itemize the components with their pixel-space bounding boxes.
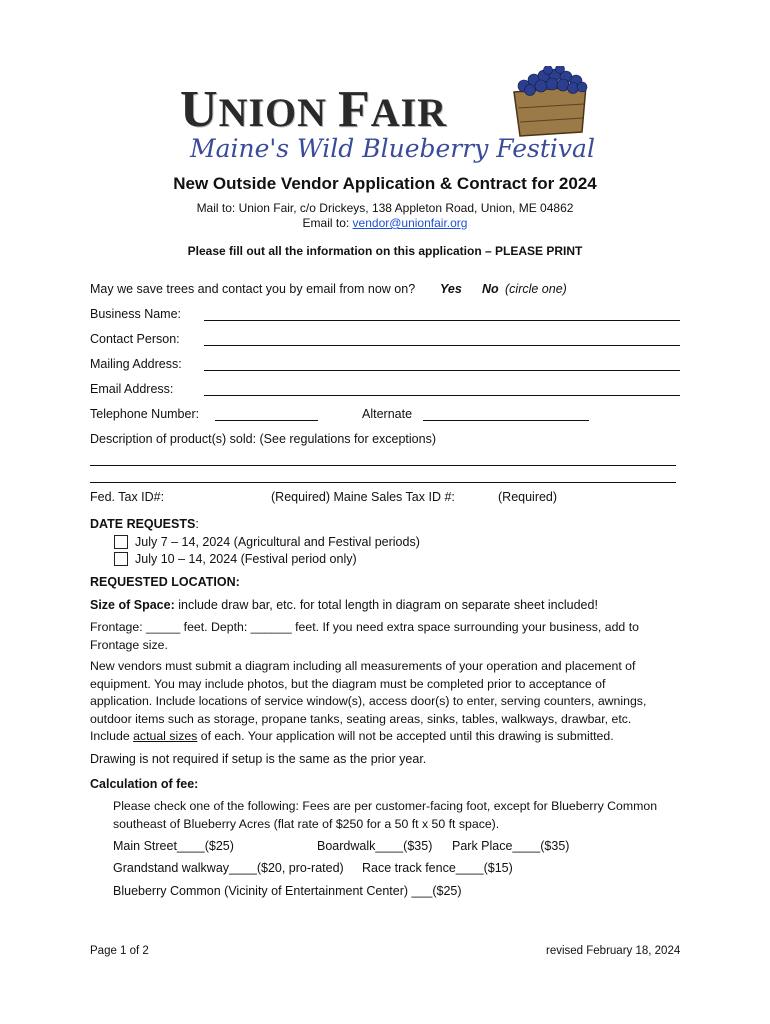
logo-tagline: Maine's Wild Blueberry Festival [190, 134, 595, 163]
requested-location-heading: REQUESTED LOCATION: [90, 575, 240, 589]
mail-to-address: Mail to: Union Fair, c/o Drickeys, 138 Appleton Road, Union, ME 04862 [196, 201, 574, 215]
date-option-2-label: July 10 – 14, 2024 (Festival period only) [135, 552, 357, 566]
alternate-label: Alternate [362, 407, 413, 421]
logo-wordmark: UNION FAIR [180, 81, 448, 138]
size-of-space-line: Size of Space: include draw bar, etc. for total length in diagram on separate sheet included! [90, 598, 598, 612]
maine-tax-label: (Required) Maine Sales Tax ID #: [271, 490, 455, 504]
contact-person-label: Contact Person: [90, 332, 180, 346]
new-vendors-paragraph: New vendors must submit a diagram including all measurements of your operation and placement of equipment. You may include photos, but the diagram must be completed prior to acceptance of application. Include locations of service window(s), access door(s) to enter, serving counters, awnings, outdoor items such as storage, propane tanks, seating areas, sinks, tables, walkways, drawbar, etc. Include actual sizes of each. Your application will not be accepted until this drawing is submitted. [90, 659, 647, 743]
frontage-paragraph [90, 619, 680, 654]
product-description-line-1[interactable] [90, 465, 676, 466]
fed-tax-label: Fed. Tax ID#: [90, 490, 165, 504]
business-name-label: Business Name: [90, 307, 182, 321]
telephone-label: Telephone Number: [90, 407, 200, 421]
date-option-2-checkbox[interactable] [114, 552, 128, 566]
union-fair-logo [180, 66, 595, 170]
product-description-label: Description of product(s) sold: (See regulations for exceptions) [90, 432, 436, 446]
email-to-label: Email to: [302, 216, 353, 230]
alternate-phone-field[interactable] [423, 420, 589, 421]
blueberry-basket-icon [510, 66, 592, 138]
contact-person-field[interactable] [204, 345, 680, 346]
date-option-1-label: July 7 – 14, 2024 (Agricultural and Festival periods) [135, 535, 420, 549]
frontage-line-1: Frontage: _____ feet. Depth: ______ feet. If you need extra space surrounding your business, add to [90, 620, 639, 634]
maine-tax-required-note: (Required) [498, 490, 558, 504]
fee-boardwalk[interactable]: Boardwalk____($35) [317, 839, 433, 853]
page-number: Page 1 of 2 [90, 945, 149, 957]
no-option[interactable]: No [482, 282, 499, 296]
fee-heading: Calculation of fee: [90, 777, 199, 791]
fee-park-place[interactable]: Park Place____($35) [452, 839, 570, 853]
date-requests-heading: DATE REQUESTS: [90, 517, 199, 531]
fee-main-street[interactable]: Main Street____($25) [113, 839, 234, 853]
date-option-1-checkbox[interactable] [114, 535, 128, 549]
fee-blueberry-common[interactable]: Blueberry Common (Vicinity of Entertainment Center) ___($25) [113, 884, 462, 898]
email-address-field[interactable] [204, 395, 680, 396]
circle-one-note: (circle one) [505, 282, 567, 296]
business-name-field[interactable] [204, 320, 680, 321]
yes-option[interactable]: Yes [440, 282, 462, 296]
email-to-line [0, 216, 770, 230]
fee-race-track[interactable]: Race track fence____($15) [362, 861, 513, 875]
mailing-address-label: Mailing Address: [90, 357, 182, 371]
page-title: New Outside Vendor Application & Contract for 2024 [173, 174, 597, 193]
drawing-note: Drawing is not required if setup is the same as the prior year. [90, 752, 427, 766]
mailing-address-field[interactable] [204, 370, 680, 371]
fee-grandstand[interactable]: Grandstand walkway____($20, pro-rated) [113, 861, 344, 875]
telephone-field[interactable] [215, 420, 318, 421]
product-description-line-2[interactable] [90, 482, 676, 483]
frontage-line-2: Frontage size. [90, 637, 168, 652]
fee-intro: Please check one of the following: Fees are per customer-facing foot, except for Blueberry Common southeast of Blueberry Acres (flat rate of $250 for a 50 ft x 50 ft space). [113, 799, 658, 831]
email-address-label: Email Address: [90, 382, 174, 396]
vendor-email-link[interactable]: vendor@unionfair.org [352, 216, 468, 230]
revised-date: revised February 18, 2024 [546, 945, 681, 957]
please-print-instruction: Please fill out all the information on this application – PLEASE PRINT [187, 244, 583, 258]
save-trees-question: May we save trees and contact you by email from now on? [90, 282, 416, 296]
